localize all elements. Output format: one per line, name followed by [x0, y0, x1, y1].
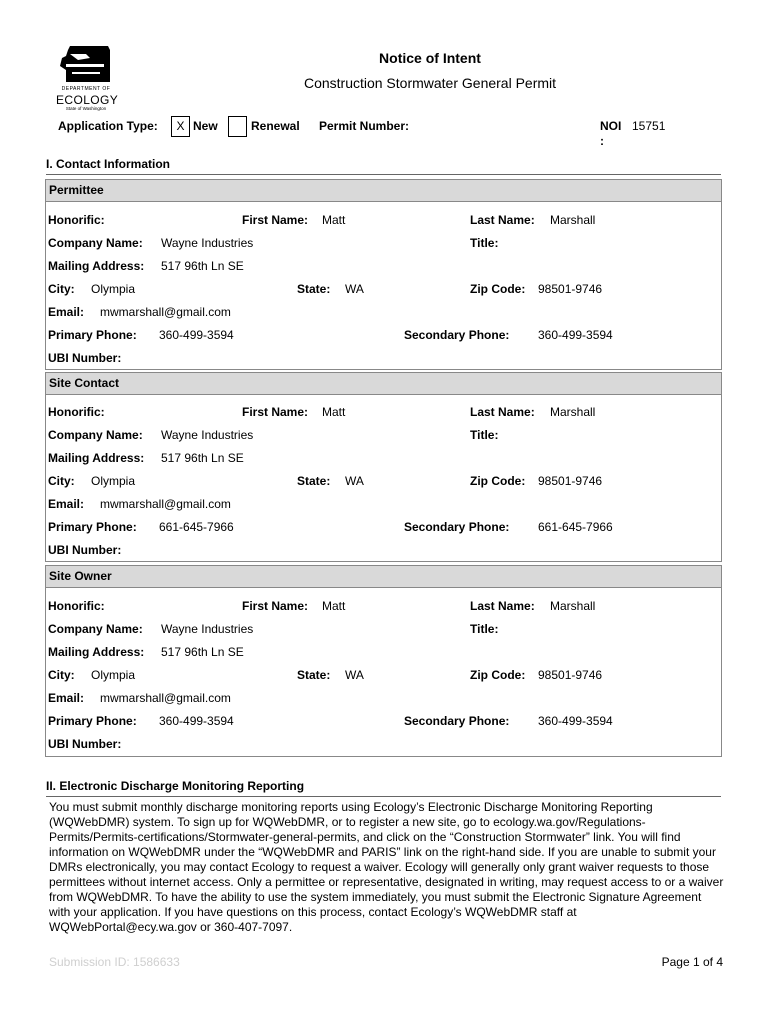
city-value: Olympia	[91, 668, 136, 682]
mailing-address-value: 517 96th Ln SE	[161, 259, 244, 273]
noi-value: 15751	[632, 119, 666, 133]
noi-label: NOI	[600, 119, 622, 133]
first-name-value: Matt	[322, 213, 346, 227]
ubi-label: UBI Number:	[48, 543, 122, 557]
mailing-address-label: Mailing Address:	[48, 259, 145, 273]
logo-department-text: DEPARTMENT OF	[61, 86, 111, 92]
last-name-value: Marshall	[550, 213, 596, 227]
primary-phone-label: Primary Phone:	[48, 714, 137, 728]
company-name-value: Wayne Industries	[161, 428, 254, 442]
last-name-value: Marshall	[550, 405, 596, 419]
new-label: New	[193, 119, 218, 133]
secondary-phone-label: Secondary Phone:	[404, 328, 510, 342]
email-label: Email:	[48, 497, 85, 511]
page-title: Notice of Intent	[379, 50, 481, 66]
section-contact-information-title: I. Contact Information	[46, 157, 170, 171]
permit-number-label: Permit Number:	[319, 119, 410, 133]
renewal-label: Renewal	[251, 119, 300, 133]
state-label: State:	[297, 282, 331, 296]
honorific-label: Honorific:	[48, 213, 105, 227]
city-value: Olympia	[91, 474, 136, 488]
city-label: City:	[48, 474, 75, 488]
title-label: Title:	[470, 236, 499, 250]
first-name-value: Matt	[322, 405, 346, 419]
primary-phone-label: Primary Phone:	[48, 520, 137, 534]
page-number: Page 1 of 4	[661, 955, 723, 969]
noi-colon: :	[600, 134, 604, 148]
renewal-checkbox[interactable]	[228, 116, 247, 137]
secondary-phone-label: Secondary Phone:	[404, 520, 510, 534]
logo-ecology-text: ECOLOGY	[56, 93, 119, 107]
secondary-phone-value: 661-645-7966	[538, 520, 613, 534]
email-label: Email:	[48, 691, 85, 705]
mailing-address-label: Mailing Address:	[48, 451, 145, 465]
state-value: WA	[345, 474, 364, 488]
company-name-label: Company Name:	[48, 622, 143, 636]
submission-id: Submission ID: 1586633	[49, 955, 180, 969]
site-contact-heading: Site Contact	[46, 373, 721, 395]
state-value: WA	[345, 668, 364, 682]
email-value: mwmarshall@gmail.com	[100, 691, 231, 705]
city-value: Olympia	[91, 282, 136, 296]
secondary-phone-value: 360-499-3594	[538, 328, 613, 342]
ubi-label: UBI Number:	[48, 351, 122, 365]
mailing-address-value: 517 96th Ln SE	[161, 451, 244, 465]
zip-value: 98501-9746	[538, 668, 603, 682]
zip-label: Zip Code:	[470, 668, 526, 682]
permittee-block	[45, 179, 722, 370]
secondary-phone-value: 360-499-3594	[538, 714, 613, 728]
company-name-label: Company Name:	[48, 428, 143, 442]
permittee-heading: Permittee	[46, 180, 721, 202]
email-value: mwmarshall@gmail.com	[100, 497, 231, 511]
city-label: City:	[48, 668, 75, 682]
mailing-address-value: 517 96th Ln SE	[161, 645, 244, 659]
first-name-label: First Name:	[242, 405, 309, 419]
email-label: Email:	[48, 305, 85, 319]
honorific-label: Honorific:	[48, 405, 105, 419]
zip-label: Zip Code:	[470, 282, 526, 296]
company-name-value: Wayne Industries	[161, 236, 254, 250]
site-contact-block	[45, 372, 722, 562]
section-divider	[46, 796, 721, 797]
secondary-phone-label: Secondary Phone:	[404, 714, 510, 728]
state-label: State:	[297, 668, 331, 682]
city-label: City:	[48, 282, 75, 296]
state-value: WA	[345, 282, 364, 296]
zip-label: Zip Code:	[470, 474, 526, 488]
primary-phone-value: 360-499-3594	[159, 328, 234, 342]
honorific-label: Honorific:	[48, 599, 105, 613]
primary-phone-label: Primary Phone:	[48, 328, 137, 342]
title-label: Title:	[470, 428, 499, 442]
site-owner-heading: Site Owner	[46, 566, 721, 588]
section-edmr-title: II. Electronic Discharge Monitoring Reporting	[46, 779, 305, 793]
zip-value: 98501-9746	[538, 474, 603, 488]
first-name-value: Matt	[322, 599, 346, 613]
new-checkbox[interactable]: X	[171, 116, 190, 137]
primary-phone-value: 661-645-7966	[159, 520, 234, 534]
mailing-address-label: Mailing Address:	[48, 645, 145, 659]
company-name-label: Company Name:	[48, 236, 143, 250]
first-name-label: First Name:	[242, 599, 309, 613]
last-name-label: Last Name:	[470, 405, 535, 419]
site-owner-block	[45, 565, 722, 757]
company-name-value: Wayne Industries	[161, 622, 254, 636]
last-name-value: Marshall	[550, 599, 596, 613]
primary-phone-value: 360-499-3594	[159, 714, 234, 728]
ubi-label: UBI Number:	[48, 737, 122, 751]
state-label: State:	[297, 474, 331, 488]
first-name-label: First Name:	[242, 213, 309, 227]
page-subtitle: Construction Stormwater General Permit	[303, 75, 557, 91]
logo-state-text: State of Washington	[65, 106, 107, 111]
application-type-label: Application Type:	[58, 119, 158, 133]
section-divider	[46, 174, 721, 175]
edmr-paragraph: You must submit monthly discharge monitoring reports using Ecology’s Electronic Discharge Monitoring Reporting (WQWebDMR) system. To sign up for WQWebDMR, or to register a new site, go to ecology.wa.gov/Regulations-Permits/Permits-certifications/Stormwater-general-permits, and click on the “Construction Stormwater” link. You will find information on WQWebDMR under the “WQWebDMR and PARIS” link on the right-hand side. If you are unable to submit your DMRs electronically, you may contact Ecology to request a waiver. Ecology will generally only grant waiver requests to those permittees without internet access. Only a permittee or representative, designated in writing, may request access to or a waiver from WQWebDMR. To have the ability to use the system immediately, you must submit the Electronic Signature Agreement with your application. If you have questions on this process, contact Ecology’s WQWebDMR staff at WQWebPortal@ecy.wa.gov or 360-407-7097.	[49, 800, 724, 934]
zip-value: 98501-9746	[538, 282, 603, 296]
last-name-label: Last Name:	[470, 599, 535, 613]
email-value: mwmarshall@gmail.com	[100, 305, 231, 319]
last-name-label: Last Name:	[470, 213, 535, 227]
title-label: Title:	[470, 622, 499, 636]
